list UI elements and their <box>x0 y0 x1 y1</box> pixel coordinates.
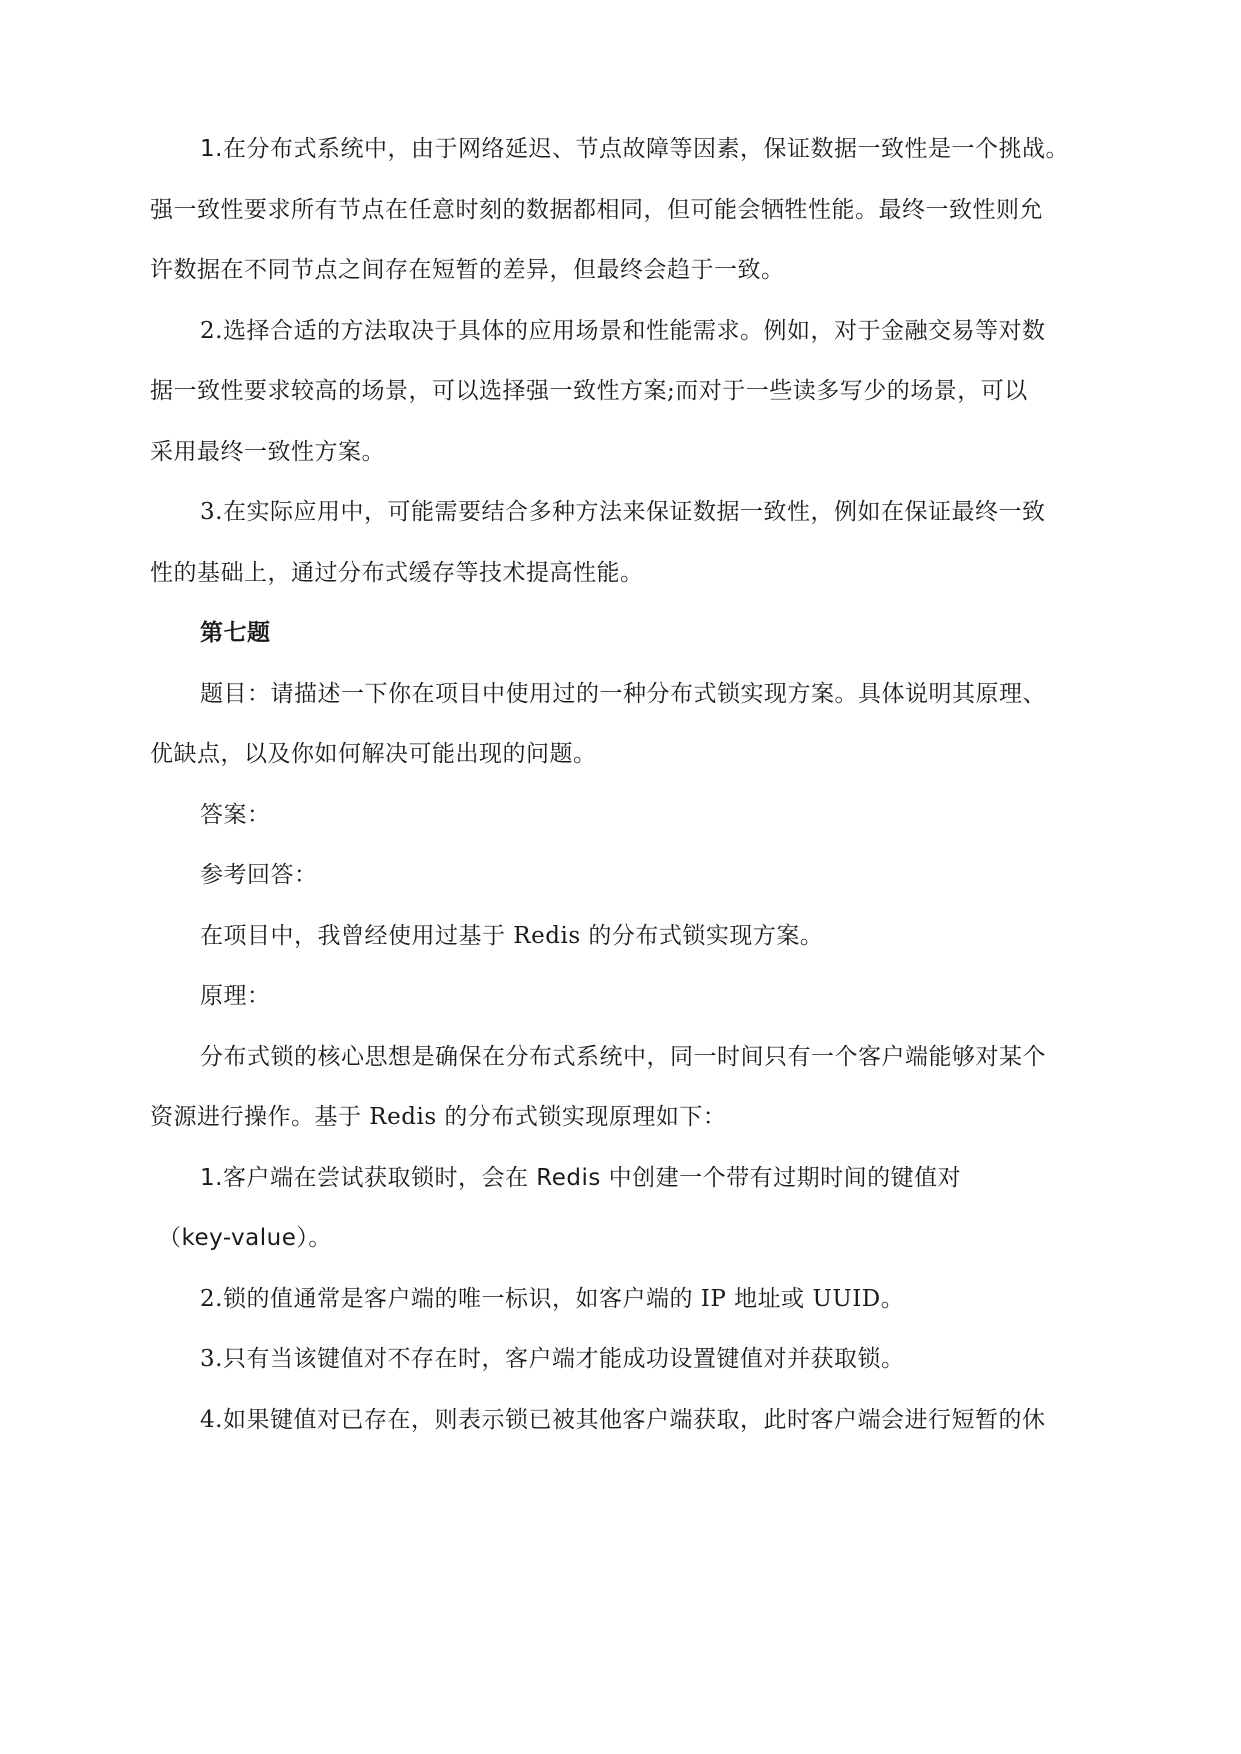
step-4: 4.如果键值对已存在，则表示锁已被其他客户端获取，此时客户端会进行短暂的休 <box>200 1407 1046 1433</box>
section-heading: 第七题 <box>200 620 271 646</box>
question-line-1: 题目：请描述一下你在项目中使用过的一种分布式锁实现方案。具体说明其原理、 <box>200 681 1046 707</box>
paragraph-2-line-1: 2.选择合适的方法取决于具体的应用场景和性能需求。例如，对于金融交易等对数 <box>200 318 1046 344</box>
intro-text: 在项目中，我曾经使用过基于 Redis 的分布式锁实现方案。 <box>200 923 824 949</box>
paragraph-1-line-1: 1.在分布式系统中，由于网络延迟、节点故障等因素，保证数据一致性是一个挑战。 <box>200 136 1069 162</box>
principle-label: 原理： <box>200 983 271 1009</box>
paragraph-3-line-2: 性的基础上，通过分布式缓存等技术提高性能。 <box>150 560 644 586</box>
paragraph-2-line-2: 据一致性要求较高的场景，可以选择强一致性方案;而对于一些读多写少的场景，可以 <box>150 378 1028 404</box>
answer-label: 答案： <box>200 802 271 828</box>
paragraph-2-line-3: 采用最终一致性方案。 <box>150 439 385 465</box>
step-1-line-1: 1.客户端在尝试获取锁时，会在 Redis 中创建一个带有过期时间的键值对 <box>200 1165 962 1191</box>
reference-label: 参考回答： <box>200 862 318 888</box>
paragraph-1-line-3: 许数据在不同节点之间存在短暂的差异，但最终会趋于一致。 <box>150 257 785 283</box>
principle-line-2: 资源进行操作。基于 Redis 的分布式锁实现原理如下： <box>150 1104 727 1130</box>
step-3: 3.只有当该键值对不存在时，客户端才能成功设置键值对并获取锁。 <box>200 1346 905 1372</box>
question-line-2: 优缺点，以及你如何解决可能出现的问题。 <box>150 741 597 767</box>
paragraph-1-line-2: 强一致性要求所有节点在任意时刻的数据都相同，但可能会牺牲性能。最终一致性则允 <box>150 197 1043 223</box>
step-2: 2.锁的值通常是客户端的唯一标识，如客户端的 IP 地址或 UUID。 <box>200 1286 905 1312</box>
step-1-line-2: （key-value）。 <box>158 1225 332 1251</box>
paragraph-3-line-1: 3.在实际应用中，可能需要结合多种方法来保证数据一致性，例如在保证最终一致 <box>200 499 1046 525</box>
principle-line-1: 分布式锁的核心思想是确保在分布式系统中，同一时间只有一个客户端能够对某个 <box>200 1044 1046 1070</box>
